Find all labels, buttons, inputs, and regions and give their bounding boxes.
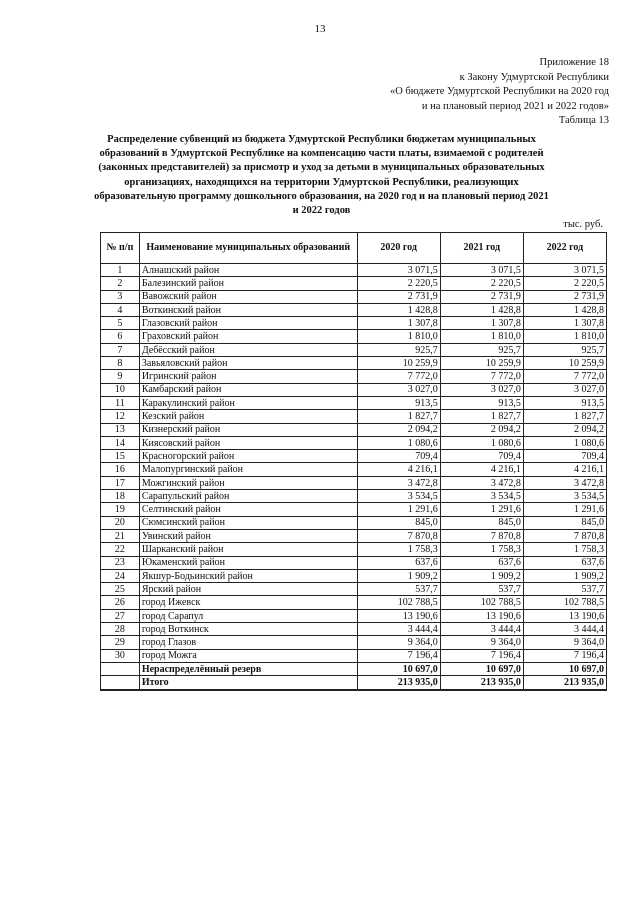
cell-num: 30 [101,649,140,662]
cell-2022: 1 810,0 [523,330,606,343]
table-header-row [101,233,607,264]
cell-name: Граховский район [139,330,357,343]
cell-2022: 3 472,8 [523,476,606,489]
cell-2021: 1 827,7 [440,410,523,423]
table-row [101,264,607,277]
cell-2021: 9 364,0 [440,636,523,649]
table-row [101,649,607,662]
cell-name: город Сарапул [139,609,357,622]
cell-name: Красногорский район [139,450,357,463]
cell-2021: 537,7 [440,583,523,596]
cell-2022: 9 364,0 [523,636,606,649]
cell-num: 16 [101,463,140,476]
cell-2020: 1 080,6 [357,436,440,449]
cell-2020: 7 196,4 [357,649,440,662]
cell-2022: 213 935,0 [523,676,606,690]
cell-2020: 4 216,1 [357,463,440,476]
cell-2022: 1 909,2 [523,569,606,582]
table-body [101,264,607,690]
cell-2022: 10 697,0 [523,662,606,675]
cell-num: 18 [101,490,140,503]
cell-2022: 913,5 [523,396,606,409]
cell-2020: 637,6 [357,556,440,569]
cell-2022: 3 534,5 [523,490,606,503]
cell-2020: 913,5 [357,396,440,409]
cell-2020: 7 870,8 [357,529,440,542]
cell-2021: 1 307,8 [440,317,523,330]
cell-2020: 1 758,3 [357,543,440,556]
table-row [101,529,607,542]
cell-name: Нераспределённый резерв [139,662,357,675]
cell-2022: 7 196,4 [523,649,606,662]
cell-2020: 10 697,0 [357,662,440,675]
cell-2020: 925,7 [357,343,440,356]
header-2021: 2021 год [440,233,523,264]
table-row [101,303,607,316]
cell-2020: 3 534,5 [357,490,440,503]
cell-2021: 2 094,2 [440,423,523,436]
cell-name: Каракулинский район [139,396,357,409]
cell-num: 6 [101,330,140,343]
cell-2020: 213 935,0 [357,676,440,690]
cell-2022: 1 827,7 [523,410,606,423]
cell-2022: 10 259,9 [523,357,606,370]
cell-name: Увинский район [139,529,357,542]
appendix-line: Таблица 13 [558,115,609,126]
header-2022: 2022 год [523,233,606,264]
table-row [101,556,607,569]
cell-2021: 3 472,8 [440,476,523,489]
cell-2021: 10 697,0 [440,662,523,675]
table-row [101,636,607,649]
appendix-line: Приложение 18 [539,57,609,68]
table-row [101,370,607,383]
cell-num: 3 [101,290,140,303]
table-row [101,277,607,290]
table-row [101,596,607,609]
cell-num: 24 [101,569,140,582]
cell-2021: 913,5 [440,396,523,409]
table-row [101,357,607,370]
cell-2021: 709,4 [440,450,523,463]
table-row [101,290,607,303]
cell-name: Дебёсский район [139,343,357,356]
cell-name: Киясовский район [139,436,357,449]
table-row [101,383,607,396]
cell-num: 8 [101,357,140,370]
table-row [101,543,607,556]
cell-2021: 3 534,5 [440,490,523,503]
cell-2020: 3 027,0 [357,383,440,396]
table-row [101,317,607,330]
cell-num: 19 [101,503,140,516]
cell-name: Сарапульский район [139,490,357,503]
cell-2020: 2 094,2 [357,423,440,436]
cell-2021: 1 428,8 [440,303,523,316]
cell-name: Кезский район [139,410,357,423]
cell-2021: 1 810,0 [440,330,523,343]
cell-2022: 102 788,5 [523,596,606,609]
cell-2020: 1 291,6 [357,503,440,516]
cell-2021: 3 027,0 [440,383,523,396]
cell-2021: 13 190,6 [440,609,523,622]
cell-2022: 7 772,0 [523,370,606,383]
table-row [101,410,607,423]
cell-2021: 1 909,2 [440,569,523,582]
cell-num: 27 [101,609,140,622]
cell-2022: 1 080,6 [523,436,606,449]
reserve-row [101,662,607,675]
table-row [101,516,607,529]
cell-num: 14 [101,436,140,449]
table-row [101,436,607,449]
cell-2022: 2 220,5 [523,277,606,290]
document-title: Распределение субвенций из бюджета Удмуртской Республики бюджетам муниципальных образований в Удмуртской Республике на компенсацию части платы, взимаемой с родителей (законных представителей) за присмотр и уход за детьми в муниципальных образовательных организациях, находящихся на территории Удмуртской Республики, реализующих образовательную программу дошкольного образования, на 2020 год и на плановый период 2021 и 2022 годов [94,134,549,217]
cell-2022: 537,7 [523,583,606,596]
cell-2020: 1 827,7 [357,410,440,423]
cell-2022: 2 731,9 [523,290,606,303]
cell-2022: 1 428,8 [523,303,606,316]
cell-name: Шарканский район [139,543,357,556]
table-row [101,623,607,636]
cell-num: 4 [101,303,140,316]
table-row [101,396,607,409]
cell-num: 12 [101,410,140,423]
cell-2022: 3 027,0 [523,383,606,396]
cell-2020: 10 259,9 [357,357,440,370]
cell-2021: 4 216,1 [440,463,523,476]
appendix-line: и на плановый период 2021 и 2022 годов» [421,100,609,112]
cell-name: Балезинский район [139,277,357,290]
cell-2022: 709,4 [523,450,606,463]
cell-2021: 1 080,6 [440,436,523,449]
cell-2021: 102 788,5 [440,596,523,609]
cell-num: 28 [101,623,140,636]
cell-2022: 925,7 [523,343,606,356]
cell-num: 22 [101,543,140,556]
cell-num: 10 [101,383,140,396]
cell-name: Камбарский район [139,383,357,396]
cell-num: 15 [101,450,140,463]
cell-2022: 1 758,3 [523,543,606,556]
cell-name: город Глазов [139,636,357,649]
cell-2020: 9 364,0 [357,636,440,649]
cell-2020: 1 428,8 [357,303,440,316]
cell-name: город Ижевск [139,596,357,609]
cell-name: Вавожский район [139,290,357,303]
cell-num: 25 [101,583,140,596]
cell-2020: 2 220,5 [357,277,440,290]
appendix-header [390,56,609,129]
cell-2020: 3 444,4 [357,623,440,636]
cell-name: Воткинский район [139,303,357,316]
cell-2021: 2 731,9 [440,290,523,303]
cell-2020: 537,7 [357,583,440,596]
table-row [101,476,607,489]
cell-num: 17 [101,476,140,489]
table-row [101,330,607,343]
cell-2022: 3 444,4 [523,623,606,636]
cell-name: Глазовский район [139,317,357,330]
header-name: Наименование муниципальных образований [139,233,357,264]
cell-2020: 2 731,9 [357,290,440,303]
cell-name: Можгинский район [139,476,357,489]
cell-name: Завьяловский район [139,357,357,370]
cell-name: Итого [139,676,357,690]
table-row [101,503,607,516]
cell-2022: 1 307,8 [523,317,606,330]
cell-2021: 1 758,3 [440,543,523,556]
total-row [101,676,607,690]
table-row [101,450,607,463]
cell-2022: 3 071,5 [523,264,606,277]
cell-2020: 709,4 [357,450,440,463]
cell-num: 9 [101,370,140,383]
subsidies-table [100,232,607,691]
cell-2021: 637,6 [440,556,523,569]
cell-num: 11 [101,396,140,409]
cell-2020: 1 810,0 [357,330,440,343]
cell-2020: 13 190,6 [357,609,440,622]
cell-name: Якшур-Бодьинский район [139,569,357,582]
cell-2022: 2 094,2 [523,423,606,436]
cell-2022: 845,0 [523,516,606,529]
cell-2021: 7 196,4 [440,649,523,662]
cell-2022: 637,6 [523,556,606,569]
cell-2020: 3 071,5 [357,264,440,277]
cell-2021: 213 935,0 [440,676,523,690]
cell-2021: 845,0 [440,516,523,529]
table-row [101,463,607,476]
cell-num: 1 [101,264,140,277]
cell-2020: 845,0 [357,516,440,529]
cell-2021: 7 772,0 [440,370,523,383]
cell-name: Игринский район [139,370,357,383]
cell-name: Юкаменский район [139,556,357,569]
cell-2021: 2 220,5 [440,277,523,290]
cell-name: Кизнерский район [139,423,357,436]
table-row [101,569,607,582]
cell-name: Малопургинский район [139,463,357,476]
cell-2020: 102 788,5 [357,596,440,609]
table-row [101,423,607,436]
appendix-line: «О бюджете Удмуртской Республики на 2020 год [389,86,609,97]
cell-num: 23 [101,556,140,569]
cell-2021: 925,7 [440,343,523,356]
table-row [101,343,607,356]
cell-num: 20 [101,516,140,529]
table-row [101,609,607,622]
cell-2021: 10 259,9 [440,357,523,370]
units-label: тыс. руб. [563,219,603,230]
cell-2021: 3 071,5 [440,264,523,277]
cell-num [101,662,140,675]
cell-num: 21 [101,529,140,542]
cell-name: Ярский район [139,583,357,596]
cell-name: Селтинский район [139,503,357,516]
cell-name: город Можга [139,649,357,662]
cell-2022: 7 870,8 [523,529,606,542]
cell-2021: 1 291,6 [440,503,523,516]
cell-name: Сюмсинский район [139,516,357,529]
cell-2021: 3 444,4 [440,623,523,636]
cell-name: Алнашский район [139,264,357,277]
cell-num [101,676,140,690]
cell-num: 5 [101,317,140,330]
cell-num: 26 [101,596,140,609]
cell-2022: 13 190,6 [523,609,606,622]
header-2020: 2020 год [357,233,440,264]
cell-num: 7 [101,343,140,356]
cell-2020: 1 307,8 [357,317,440,330]
cell-2022: 4 216,1 [523,463,606,476]
cell-2020: 7 772,0 [357,370,440,383]
cell-num: 29 [101,636,140,649]
table-row [101,583,607,596]
cell-2022: 1 291,6 [523,503,606,516]
cell-name: город Воткинск [139,623,357,636]
header-num: № п/п [101,233,140,264]
page-number: 13 [314,23,326,35]
cell-num: 2 [101,277,140,290]
table-row [101,490,607,503]
appendix-line: к Закону Удмуртской Республики [459,71,609,83]
cell-num: 13 [101,423,140,436]
cell-2020: 1 909,2 [357,569,440,582]
cell-2021: 7 870,8 [440,529,523,542]
cell-2020: 3 472,8 [357,476,440,489]
